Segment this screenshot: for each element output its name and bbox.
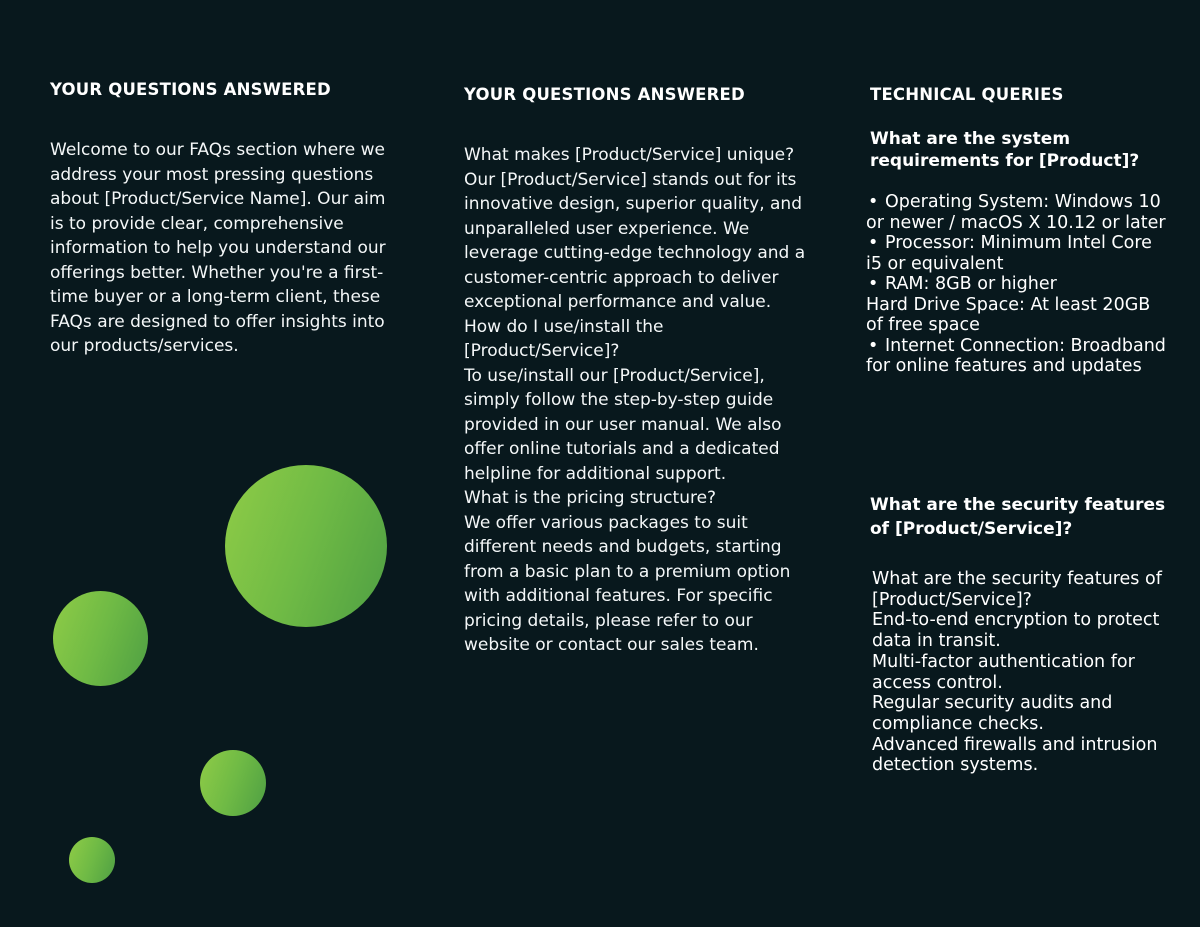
technical-column	[866, 0, 1176, 927]
decorative-circle-tiny	[69, 837, 115, 883]
bullet-icon: •	[868, 192, 879, 212]
bullet-icon: •	[868, 274, 879, 294]
faq-question: How do I use/install the [Product/Service]?	[464, 316, 664, 361]
requirement-item	[866, 295, 1172, 336]
bullet-icon: •	[868, 335, 879, 356]
requirement-item	[866, 192, 1172, 233]
decorative-circle-medium	[53, 591, 148, 686]
requirement-item	[866, 336, 1172, 377]
faq-heading: YOUR QUESTIONS ANSWERED	[464, 85, 745, 104]
security-list	[872, 569, 1176, 776]
faq-answer: Our [Product/Service] stands out for its innovative design, superior quality, and unparalleled user experience. We leverage cutting-edge technology and a customer-centric approach to deliver exceptional performance and value.	[464, 169, 806, 312]
decorative-circle-large	[225, 465, 387, 627]
faq-item	[464, 143, 814, 315]
faq-answer: We offer various packages to suit different needs and budgets, starting from a basic plan to a premium option with additional features. For specific pricing details, please refer to our website or contact our sales team.	[464, 512, 791, 655]
decorative-circle-small	[200, 750, 266, 816]
faq-question: What makes [Product/Service] unique?	[464, 145, 795, 165]
faq-list	[464, 143, 814, 658]
faq-answer: To use/install our [Product/Service], simply follow the step-by-step guide provided in our user manual. We also offer online tutorials and a dedicated helpline for additional support.	[464, 365, 782, 484]
faq-column	[464, 0, 814, 927]
faq-item	[464, 315, 814, 487]
faq-item	[464, 486, 814, 658]
security-line: Multi-factor authentication for access control.	[872, 651, 1135, 693]
requirement-text: RAM: 8GB or higher	[885, 274, 1057, 294]
requirement-text: Processor: Minimum Intel Core i5 or equivalent	[866, 233, 1152, 274]
intro-heading: YOUR QUESTIONS ANSWERED	[50, 80, 331, 99]
technical-heading: TECHNICAL QUERIES	[870, 85, 1064, 104]
requirement-item	[866, 233, 1172, 274]
requirement-text: Internet Connection: Broadband for online features and updates	[866, 335, 1166, 376]
requirements-list	[866, 192, 1172, 377]
security-line: Regular security audits and compliance checks.	[872, 693, 1113, 734]
security-line: End-to-end encryption to protect data in transit.	[872, 610, 1160, 652]
faq-question: What is the pricing structure?	[464, 488, 717, 508]
requirement-item	[866, 274, 1172, 295]
intro-paragraph: Welcome to our FAQs section where we address your most pressing questions about [Product/Service Name]. Our aim is to provide clear, comprehensive information to help you understand our offerings better. Whether you're a first-time buyer or a long-term client, these FAQs are designed to offer insights into our products/services.	[50, 140, 386, 356]
requirement-text: Hard Drive Space: At least 20GB of free space	[866, 294, 1151, 335]
security-question: What are the security features of [Product/Service]?	[870, 495, 1166, 539]
requirement-text: Operating System: Windows 10 or newer / macOS X 10.12 or later	[866, 192, 1166, 233]
security-line: What are the security features of [Product/Service]?	[872, 569, 1162, 610]
requirements-question: What are the system requirements for [Product]?	[870, 129, 1140, 171]
security-line: Advanced firewalls and intrusion detection systems.	[872, 734, 1158, 776]
bullet-icon: •	[868, 233, 879, 253]
